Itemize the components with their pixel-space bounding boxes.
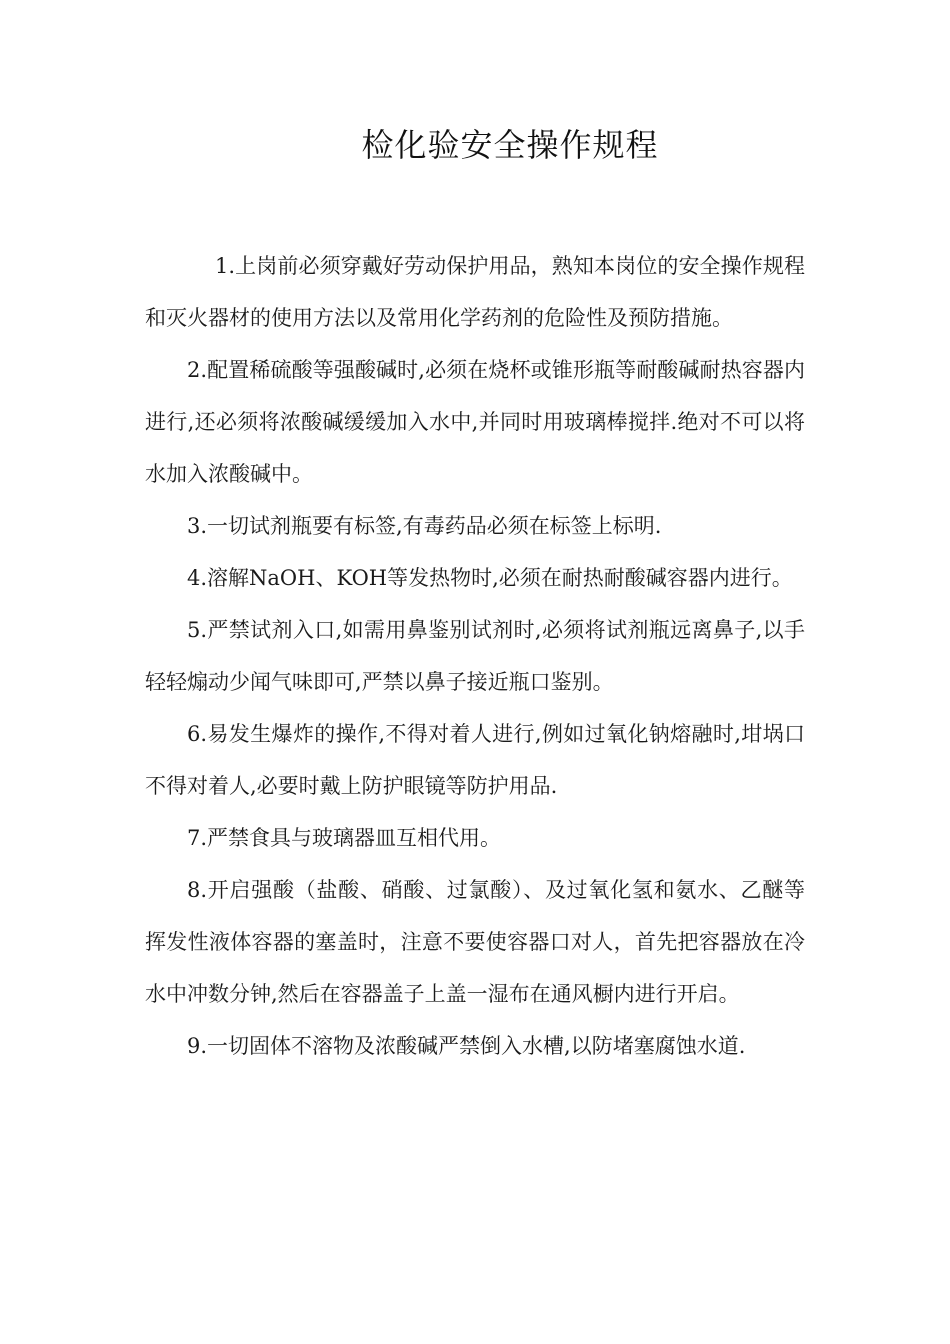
paragraph-3: 3.一切试剂瓶要有标签,有毒药品必须在标签上标明. xyxy=(187,514,662,538)
paragraph-8: 8.开启强酸（盐酸、硝酸、过氯酸）、及过氧化氢和氨水、乙醚等挥发性液体容器的塞盖时，注意不要使容器口对人，首先把容器放在冷水中冲数分钟,然后在容器盖子上盖一湿布在通风橱内进行开启。 xyxy=(145,878,805,1006)
paragraph-7: 7.严禁食具与玻璃器皿互相代用。 xyxy=(187,826,502,850)
paragraph-5: 5.严禁试剂入口,如需用鼻鉴别试剂时,必须将试剂瓶远离鼻子,以手轻轻煽动少闻气味即可,严禁以鼻子接近瓶口鉴别。 xyxy=(145,618,805,694)
paragraph-4: 4.溶解NaOH、KOH等发热物时,必须在耐热耐酸碱容器内进行。 xyxy=(187,566,793,590)
paragraph-9: 9.一切固体不溶物及浓酸碱严禁倒入水槽,以防堵塞腐蚀水道. xyxy=(187,1034,746,1058)
paragraph-2: 2.配置稀硫酸等强酸碱时,必须在烧杯或锥形瓶等耐酸碱耐热容器内进行,还必须将浓酸碱缓缓加入水中,并同时用玻璃棒搅拌.绝对不可以将水加入浓酸碱中。 xyxy=(145,358,805,486)
document-title: 检化验安全操作规程 xyxy=(361,126,659,164)
document-body xyxy=(145,240,805,1072)
paragraph-6: 6.易发生爆炸的操作,不得对着人进行,例如过氧化钠熔融时,坩埚口不得对着人,必要时戴上防护眼镜等防护用品. xyxy=(145,722,805,798)
paragraph-1: 1.上岗前必须穿戴好劳动保护用品，熟知本岗位的安全操作规程和灭火器材的使用方法以及常用化学药剂的危险性及预防措施。 xyxy=(145,254,805,330)
